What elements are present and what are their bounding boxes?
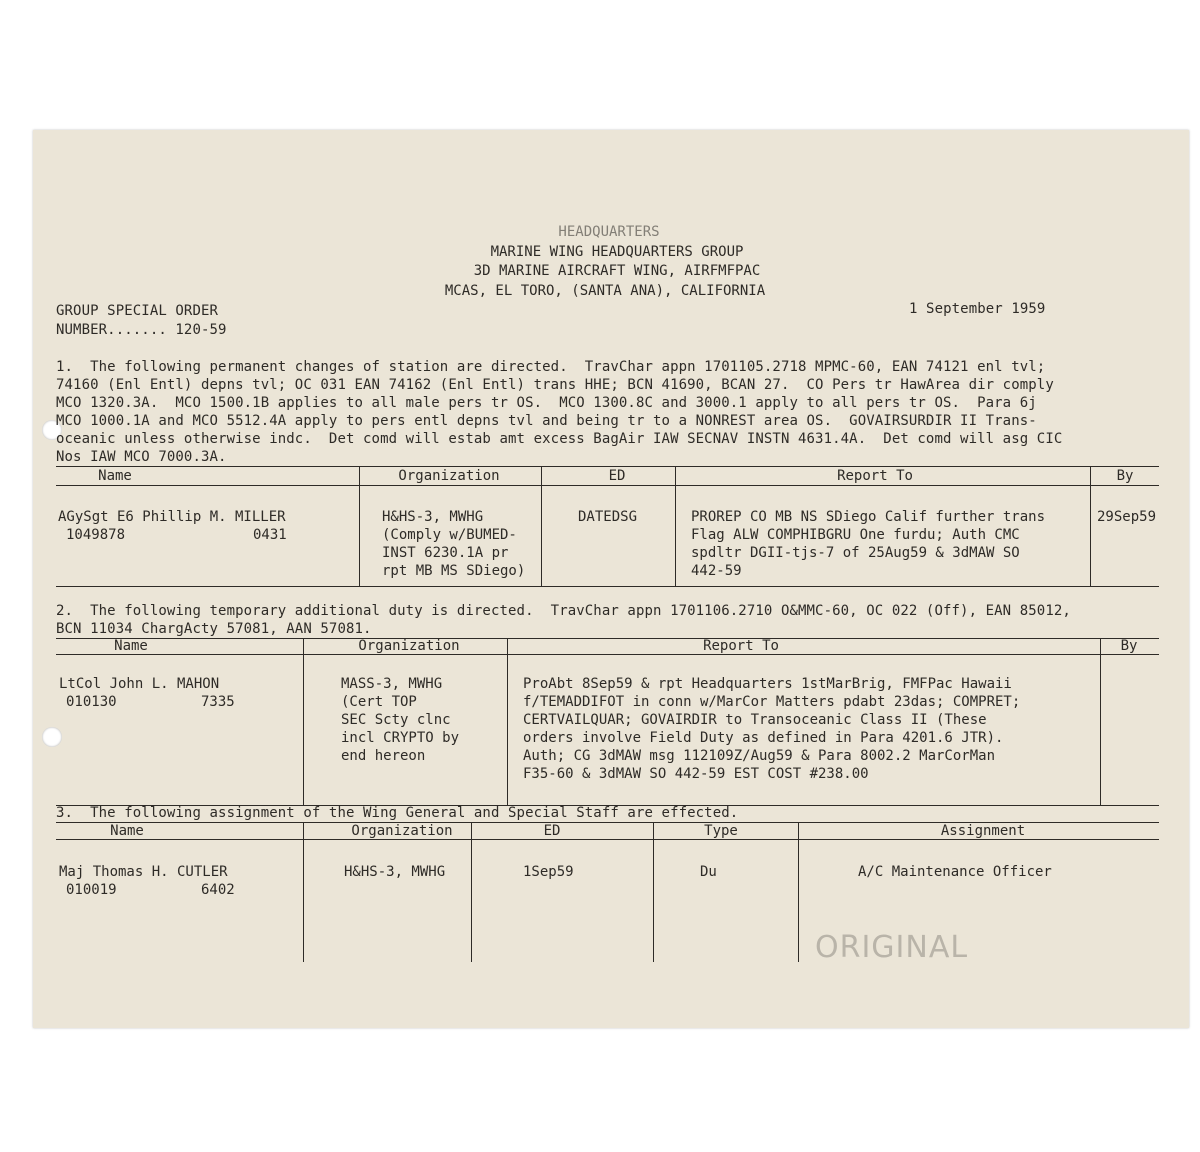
table-divider <box>359 466 360 586</box>
table-divider <box>798 822 799 962</box>
table-rule <box>56 638 1159 639</box>
member-ed: 1Sep59 <box>523 864 574 880</box>
heading-line-4: MCAS, EL TORO, (SANTA ANA), CALIFORNIA <box>444 283 766 299</box>
column-header-name: Name <box>114 638 148 654</box>
member-report-to: PROREP CO MB NS SDiego Calif further trans Flag ALW COMPHIBGRU One furdu; Auth CMC spdltr DGII-tjs-7 of 25Aug59 & 3dMAW SO 442-59 <box>691 509 1046 579</box>
column-header-report-to: Report To <box>703 638 779 654</box>
heading-line-2: MARINE WING HEADQUARTERS GROUP <box>490 244 744 260</box>
section-1-line: MCO 1000.1A and MCO 5512.4A apply to pers entl depns tvl and being tr to a NONREST area OS. GOVAIRSURDIR II Trans- <box>56 413 1037 429</box>
table-divider <box>507 638 508 805</box>
member-mos: 6402 <box>201 882 235 898</box>
table-rule <box>56 654 1159 655</box>
member-service-number: 010130 <box>66 694 117 710</box>
column-header-by: By <box>1116 468 1134 484</box>
member-report-to: ProAbt 8Sep59 & rpt Headquarters 1stMarBrig, FMFPac Hawaii f/TEMADDIFOT in conn w/MarCor Matters pdabt 23das; COMPRET; CERTVAILQUAR; GOVAIRDIR to Transoceanic Class II (These orders involve Field Duty as defined in Para 4201.6 JTR). Auth; CG 3dMAW msg 112109Z/Aug59 & Para 8002.2 MarCorMan F35-60 & 3dMAW SO 442-59 EST COST #238.00 <box>523 676 1021 782</box>
column-header-organization: Organization <box>358 638 460 654</box>
section-3-line: 3. The following assignment of the Wing General and Special Staff are effected. <box>56 805 739 821</box>
member-service-number: 010019 <box>66 882 117 898</box>
member-mos: 0431 <box>253 527 287 543</box>
heading-line-3: 3D MARINE AIRCRAFT WING, AIRFMFPAC <box>473 263 761 279</box>
column-header-organization: Organization <box>351 823 453 839</box>
member-type: Du <box>700 864 717 880</box>
member-mos: 7335 <box>201 694 235 710</box>
member-service-number: 1049878 <box>66 527 126 543</box>
member-by: 29Sep59 <box>1097 509 1157 525</box>
column-header-ed: ED <box>543 823 561 839</box>
member-assignment: A/C Maintenance Officer <box>858 864 1052 880</box>
column-header-report-to: Report To <box>837 468 913 484</box>
section-1-line: MCO 1320.3A. MCO 1500.1B applies to all male pers tr OS. MCO 1300.8C and 3000.1 apply to all pers tr OS. Para 6j <box>56 395 1037 411</box>
punch-hole <box>42 727 62 747</box>
member-organization: H&HS-3, MWHG <box>344 864 446 880</box>
section-2-line: BCN 11034 ChargActy 57081, AAN 57081. <box>56 621 372 637</box>
section-1-line: 1. The following permanent changes of station are directed. TravChar appn 1701105.2718 MPMC-60, EAN 74121 enl tvl; <box>56 359 1046 375</box>
section-1-line: 74160 (Enl Entl) depns tvl; OC 031 EAN 74162 (Enl Entl) trans HHE; BCN 41690, BCAN 27. CO Pers tr HawArea dir comply <box>56 377 1054 393</box>
table-divider <box>653 822 654 962</box>
table-rule <box>56 466 1159 467</box>
table-divider <box>675 466 676 586</box>
section-2-line: 2. The following temporary additional duty is directed. TravChar appn 1701106.2710 O&MMC-60, OC 022 (Off), EAN 85012, <box>56 603 1071 619</box>
order-document <box>33 130 1189 1028</box>
table-rule <box>56 485 1159 486</box>
table-divider <box>303 638 304 805</box>
table-rule <box>56 586 1159 587</box>
member-organization: H&HS-3, MWHG (Comply w/BUMED- INST 6230.1A pr rpt MB MS SDiego) <box>382 509 526 579</box>
member-name: Maj Thomas H. CUTLER <box>59 864 228 880</box>
member-ed: DATEDSG <box>578 509 638 525</box>
order-number: NUMBER....... 120-59 <box>56 322 227 338</box>
table-rule <box>56 839 1159 840</box>
original-stamp: ORIGINAL <box>815 930 969 965</box>
table-divider <box>471 822 472 962</box>
table-divider <box>303 822 304 962</box>
table-divider <box>1090 466 1091 586</box>
column-header-ed: ED <box>608 468 626 484</box>
column-header-name: Name <box>98 468 132 484</box>
table-divider <box>1100 638 1101 805</box>
member-name: AGySgt E6 Phillip M. MILLER <box>58 509 286 525</box>
section-1-line: Nos IAW MCO 7000.3A. <box>56 449 227 465</box>
order-date: 1 September 1959 <box>909 301 1046 317</box>
column-header-by: By <box>1120 638 1138 654</box>
column-header-type: Type <box>704 823 738 839</box>
column-header-name: Name <box>110 823 144 839</box>
column-header-organization: Organization <box>398 468 500 484</box>
table-divider <box>541 466 542 586</box>
heading-line-1: HEADQUARTERS <box>558 224 660 240</box>
column-header-assignment: Assignment <box>940 823 1026 839</box>
order-title: GROUP SPECIAL ORDER <box>56 303 219 319</box>
member-organization: MASS-3, MWHG (Cert TOP SEC Scty clnc incl CRYPTO by end hereon <box>341 676 460 764</box>
section-1-line: oceanic unless otherwise indc. Det comd will estab amt excess BagAir IAW SECNAV INSTN 4631.4A. Det comd will asg CIC <box>56 431 1063 447</box>
member-name: LtCol John L. MAHON <box>59 676 220 692</box>
